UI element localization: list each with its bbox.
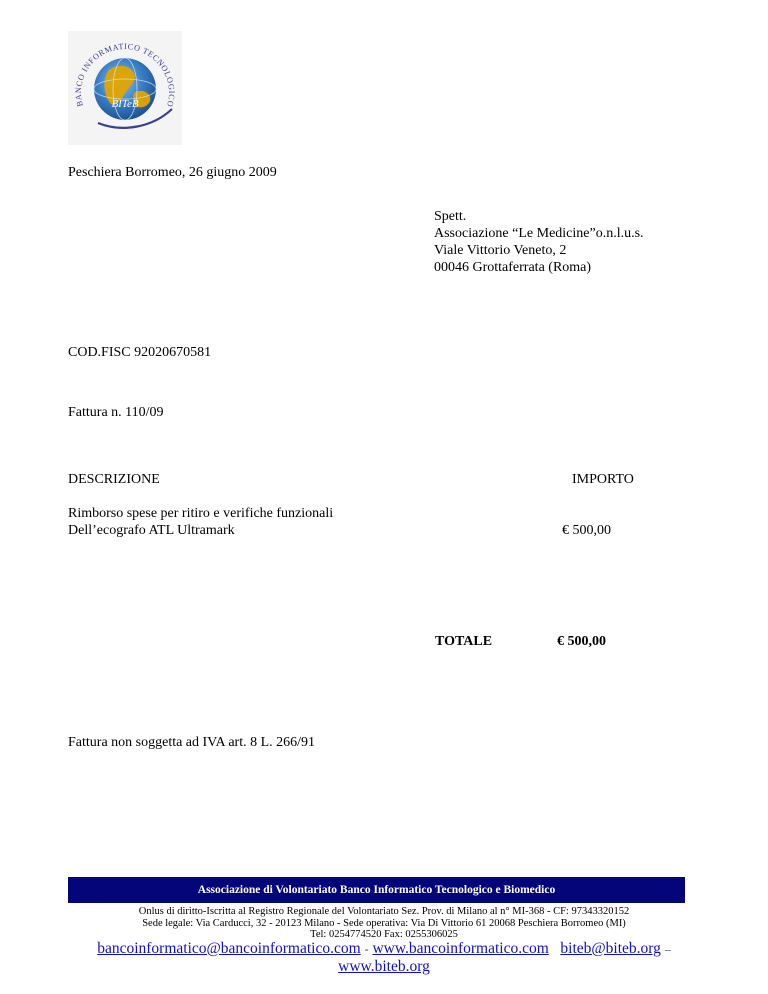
item-amount: € 500,00 <box>562 523 611 538</box>
footer-address-line: Sede legale: Via Carducci, 32 - 20123 Milano - Sede operativa: Via Di Vittorio 61 20068 Peschiera Borromeo (MI) <box>142 918 626 929</box>
total-label: TOTALE <box>435 634 493 649</box>
email-link-biteb[interactable]: biteb@biteb.org <box>560 940 661 957</box>
footer-band: Associazione di Volontariato Banco Informatico Tecnologico e Biomedico <box>68 877 685 903</box>
item-line: Rimborso spese per ritiro e verifiche funzionali <box>68 506 334 521</box>
vat-note: Fattura non soggetta ad IVA art. 8 L. 266/91 <box>68 735 316 750</box>
recipient-line: Spett. <box>434 209 467 224</box>
place-date: Peschiera Borromeo, 26 giugno 2009 <box>68 165 277 180</box>
website-link-bancoinformatico[interactable]: www.bancoinformatico.com <box>372 940 549 957</box>
total-amount: € 500,00 <box>557 634 606 649</box>
email-link-bancoinformatico[interactable]: bancoinformatico@bancoinformatico.com <box>97 940 361 957</box>
recipient-line: 00046 Grottaferrata (Roma) <box>434 260 592 275</box>
footer-phone-line: Tel: 0254774520 Fax: 0255306025 <box>310 929 458 940</box>
recipient-line: Viale Vittorio Veneto, 2 <box>434 243 567 258</box>
link-separator: - <box>364 942 369 956</box>
footer-registration-line: Onlus di diritto-Iscritta al Registro Regionale del Volontariato Sez. Prov. di Milano al n° MI-368 - CF: 97343320152 <box>138 906 630 917</box>
link-separator: – <box>664 942 671 956</box>
footer-site-line <box>0 958 768 976</box>
cod-fisc: COD.FISC 92020670581 <box>68 345 212 360</box>
website-link-biteb[interactable]: www.biteb.org <box>338 958 430 975</box>
biteb-logo <box>68 31 182 145</box>
recipient-line: Associazione “Le Medicine”o.n.l.u.s. <box>434 226 644 241</box>
item-description <box>68 505 333 539</box>
item-line: Dell’ecografo ATL Ultramark <box>68 523 235 538</box>
invoice-number: Fattura n. 110/09 <box>68 405 164 420</box>
footer-links <box>0 940 768 958</box>
logo-arc-text: BANCO INFORMATICO TECNOLOGICO <box>73 41 177 109</box>
globe-logo-icon <box>68 31 182 145</box>
recipient-address <box>434 208 644 276</box>
description-header: DESCRIZIONE <box>68 472 160 487</box>
amount-header: IMPORTO <box>572 472 634 487</box>
logo-monogram: BITeB <box>111 98 139 110</box>
